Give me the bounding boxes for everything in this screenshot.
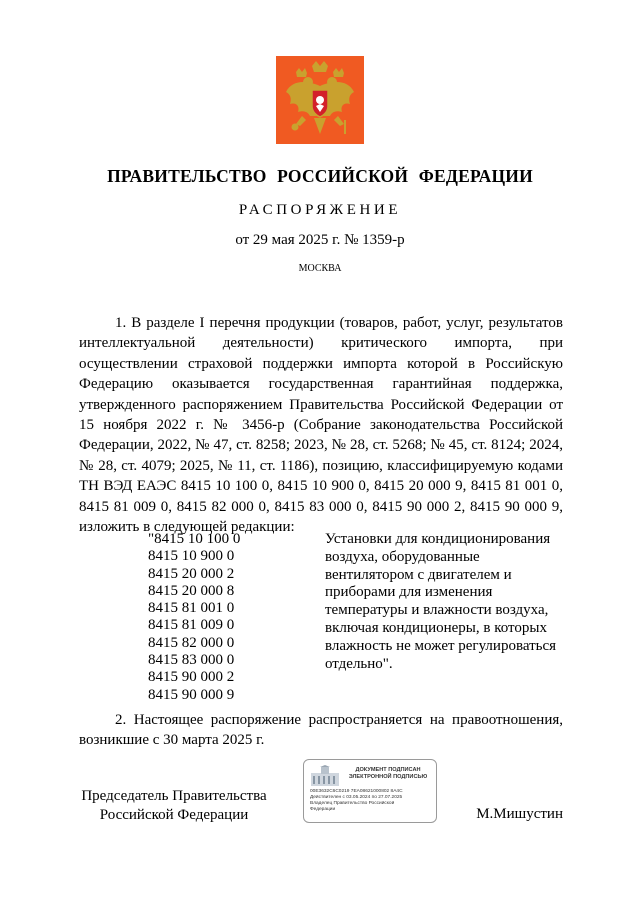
- stamp-heading-line: ЭЛЕКТРОННОЙ ПОДПИСЬЮ: [348, 774, 428, 780]
- tn-ved-code: 8415 81 009 0: [148, 617, 235, 634]
- coat-of-arms-icon: [276, 56, 364, 144]
- stamp-validity: Действителен с 03.05.2024 по 27.07.2025: [310, 795, 403, 801]
- stamp-heading: [344, 767, 432, 781]
- stamp-heading-line: ДОКУМЕНТ ПОДПИСАН: [355, 767, 421, 773]
- product-description: Установки для кондиционирования воздуха, оборудованные вентилятором с двигателем и приборами для изменения температуры и влажности воздуха, включая кондиционеры, в которых влажность не может регулироваться отдельно".: [325, 531, 557, 672]
- government-building-icon: [310, 765, 340, 787]
- tn-ved-code: 8415 81 001 0: [148, 600, 235, 617]
- tn-ved-code: 8415 82 000 0: [148, 634, 235, 651]
- tn-ved-code: 8415 83 000 0: [148, 652, 235, 669]
- tn-ved-code: 8415 20 000 2: [148, 565, 235, 582]
- stamp-certificate: 00E3632C6C0219 7EA08621000802 8A4C: [310, 789, 403, 794]
- document-date-number: от 29 мая 2025 г. № 1359-р: [235, 232, 405, 248]
- tn-ved-codes-list: [148, 531, 298, 704]
- signer-title: [79, 787, 269, 825]
- tn-ved-code: 8415 10 900 0: [148, 548, 235, 565]
- tn-ved-code: 8415 20 000 8: [148, 582, 235, 599]
- signer-name: М.Мишустин: [476, 806, 563, 822]
- electronic-signature-stamp: [303, 759, 437, 823]
- stamp-details: [310, 789, 434, 813]
- paragraph-2: 2. Настоящее распоряжение распространяется на правоотношения, возникшие с 30 марта 2025 г.: [79, 712, 563, 749]
- signer-title-line: Российской Федерации: [99, 807, 249, 823]
- tn-ved-code: 8415 90 000 2: [148, 669, 235, 686]
- tn-ved-code: 8415 90 000 9: [148, 686, 235, 703]
- government-title: ПРАВИТЕЛЬСТВО РОССИЙСКОЙ ФЕДЕРАЦИИ: [107, 166, 533, 186]
- stamp-owner: Федерации: [310, 807, 336, 813]
- document-city: МОСКВА: [298, 263, 342, 274]
- tn-ved-code: "8415 10 100 0: [148, 531, 241, 547]
- signer-title-line: Председатель Правительства: [81, 788, 267, 804]
- stamp-owner: Владелец Правительство Российской: [310, 801, 395, 807]
- paragraph-1: 1. В разделе I перечня продукции (товаров, работ, услуг, результатов интеллектуальной деятельности) критического импорта, при осуществлении страховой поддержки импорта которой в Российскую Федерацию оказывается государственная гарантийная поддержка, утвержденного распоряжением Правительства Российской Федерации от 15 ноября 2022 г. № 3456-р (Собрание законодательства Российской Федерации, 2022, № 47, ст. 8258; 2023, № 28, ст. 5268; № 45, ст. 8124; 2024, № 28, ст. 4079; 2025, № 11, ст. 1186), позицию, классифицируемую кодами ТН ВЭД ЕАЭС 8415 10 100 0, 8415 10 900 0, 8415 20 000 9, 8415 81 001 0, 8415 81 009 0, 8415 82 000 0, 8415 83 000 0, 8415 90 000 2, 8415 90 000 9, изложить в следующей редакции:: [79, 315, 563, 536]
- document-type: РАСПОРЯЖЕНИЕ: [238, 202, 402, 218]
